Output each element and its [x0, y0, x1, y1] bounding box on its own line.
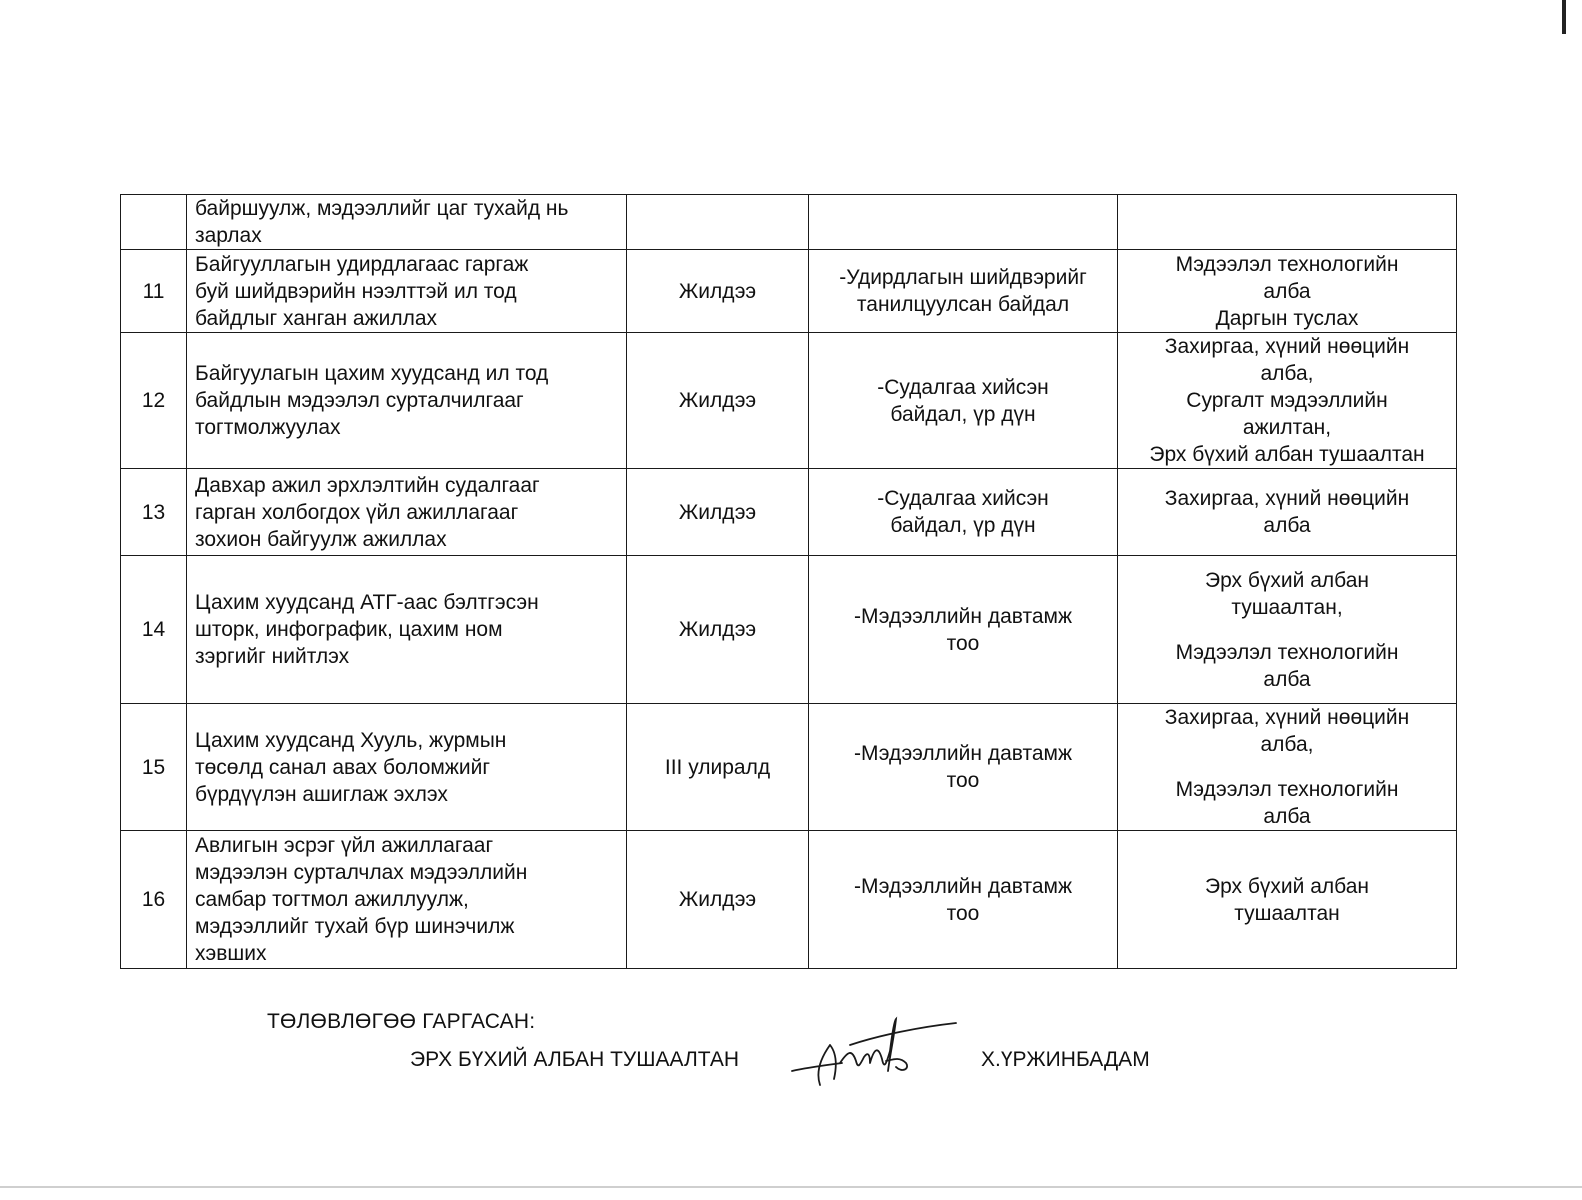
indicator-cell: [809, 556, 1118, 704]
responsible-cell-line: тушаалтан,: [1231, 595, 1343, 619]
table-row: [121, 250, 1457, 333]
activity-cell: [187, 704, 627, 831]
timeframe-cell: Жилдээ: [627, 333, 809, 469]
table-row: [121, 333, 1457, 469]
activity-cell-line: буй шийдвэрийн нээлттэй ил тод: [195, 279, 517, 303]
responsible-cell-line: Эрх бүхий албан: [1205, 568, 1369, 592]
activity-cell: [187, 333, 627, 469]
handwritten-signature: [790, 1015, 960, 1090]
table-row: [121, 195, 1457, 250]
timeframe-cell: Жилдээ: [627, 250, 809, 333]
row-number: 16: [121, 831, 187, 969]
responsible-cell-line: Эрх бүхий албан тушаалтан: [1149, 443, 1425, 466]
indicator-cell-line: -Судалгаа хийсэн: [877, 375, 1049, 399]
timeframe-cell: [627, 195, 809, 250]
indicator-cell-line: тоо: [946, 901, 980, 925]
responsible-cell-line: алба: [1263, 667, 1311, 691]
activity-cell: [187, 195, 627, 250]
row-number: 13: [121, 469, 187, 556]
indicator-cell: [809, 333, 1118, 469]
activity-cell-line: зохион байгуулж ажиллах: [195, 527, 447, 551]
row-number: [121, 195, 187, 250]
responsible-cell-line: Мэдээлэл технологийн: [1175, 640, 1399, 664]
responsible-cell-line: алба: [1263, 805, 1311, 828]
indicator-cell-line: байдал, үр дүн: [890, 514, 1036, 537]
activity-cell-line: Цахим хуудсанд АТГ-аас бэлтгэсэн: [195, 591, 539, 614]
indicator-cell-line: -Мэдээллийн давтамж: [853, 742, 1072, 765]
timeframe-cell: Жилдээ: [627, 831, 809, 969]
signatory-role: ЭРХ БҮХИЙ АЛБАН ТУШААЛТАН: [410, 1048, 740, 1071]
timeframe-cell: III улиралд: [627, 704, 809, 831]
activity-cell-line: зэргийг нийтлэх: [195, 645, 350, 668]
row-number: 12: [121, 333, 187, 469]
activity-cell: [187, 469, 627, 556]
timeframe-cell: Жилдээ: [627, 556, 809, 704]
signatory-name: Х.ҮРЖИНБАДАМ: [981, 1048, 1150, 1071]
scan-edge-mark: [1562, 0, 1566, 34]
responsible-cell-line: Мэдээлэл технологийн: [1175, 778, 1399, 801]
activity-cell-line: зарлах: [195, 224, 262, 247]
activity-cell-line: мэдээлэн сурталчлах мэдээллийн: [195, 861, 528, 884]
responsible-cell: [1118, 469, 1457, 556]
table-row: [121, 704, 1457, 831]
activity-cell-line: байршуулж, мэдээллийг цаг тухайд нь: [195, 197, 569, 220]
table-row: [121, 556, 1457, 704]
indicator-cell-line: тоо: [946, 769, 980, 792]
responsible-cell-line: Захиргаа, хүний нөөцийн: [1164, 487, 1410, 510]
responsible-cell-line: Эрх бүхий албан: [1205, 874, 1369, 898]
responsible-cell-line: алба: [1263, 514, 1311, 537]
responsible-cell: [1118, 704, 1457, 831]
activity-cell-line: бүрдүүлэн ашиглаж эхлэх: [195, 782, 448, 806]
activity-cell-line: самбар тогтмол ажиллуулж,: [195, 888, 469, 911]
responsible-cell-line: алба,: [1260, 733, 1314, 756]
responsible-cell-line: Мэдээлэл технологийн: [1175, 252, 1399, 276]
row-number: 11: [121, 250, 187, 333]
row-number: 14: [121, 556, 187, 704]
activity-cell-line: Давхар ажил эрхлэлтийн судалгааг: [195, 473, 540, 497]
indicator-cell-line: -Судалгаа хийсэн: [877, 487, 1049, 510]
plan-table-body: [121, 195, 1457, 969]
activity-cell: [187, 556, 627, 704]
plan-table: [120, 194, 1457, 969]
activity-cell-line: Авлигын эсрэг үйл ажиллагааг: [195, 834, 494, 857]
indicator-cell: [809, 831, 1118, 969]
indicator-cell: [809, 469, 1118, 556]
responsible-cell: [1118, 250, 1457, 333]
table-row: [121, 831, 1457, 969]
indicator-cell-line: тоо: [946, 631, 980, 655]
indicator-cell: [809, 195, 1118, 250]
table-row: [121, 469, 1457, 556]
responsible-cell-line: Сургалт мэдээллийн: [1186, 389, 1388, 412]
activity-cell-line: байдлын мэдээлэл сурталчилгааг: [195, 389, 524, 412]
activity-cell-line: мэдээллийг тухай бүр шинэчилж: [195, 915, 515, 938]
activity-cell-line: Байгууллагын удирдлагаас гаргаж: [195, 252, 529, 276]
row-number: 15: [121, 704, 187, 831]
activity-cell-line: тогтмолжуулах: [195, 416, 341, 439]
indicator-cell: [809, 250, 1118, 333]
responsible-cell: [1118, 556, 1457, 704]
responsible-cell-line: Даргын туслах: [1215, 306, 1359, 330]
indicator-cell-line: танилцуулсан байдал: [856, 293, 1070, 316]
prepared-by-label: ТӨЛӨВЛӨГӨӨ ГАРГАСАН:: [267, 1010, 536, 1033]
responsible-cell-line: Захиргаа, хүний нөөцийн: [1164, 335, 1410, 358]
responsible-cell: [1118, 195, 1457, 250]
responsible-cell-line: ажилтан,: [1242, 416, 1332, 439]
indicator-cell-line: -Мэдээллийн давтамж: [853, 604, 1072, 628]
responsible-cell-line: алба,: [1260, 362, 1314, 385]
activity-cell: [187, 250, 627, 333]
activity-cell-line: хэвших: [195, 942, 267, 965]
responsible-cell-line: алба: [1263, 279, 1311, 303]
responsible-cell-line: [1126, 758, 1448, 776]
activity-cell-line: байдлыг ханган ажиллах: [195, 306, 438, 330]
page-bottom-rule: [0, 1186, 1582, 1188]
timeframe-cell: Жилдээ: [627, 469, 809, 556]
indicator-cell-line: байдал, үр дүн: [890, 402, 1036, 426]
activity-cell-line: төсөлд санал авах боломжийг: [195, 755, 490, 779]
activity-cell-line: шторк, инфографик, цахим ном: [195, 618, 503, 641]
responsible-cell-line: тушаалтан: [1234, 901, 1340, 925]
activity-cell-line: гарган холбогдох үйл ажиллагааг: [195, 500, 519, 524]
activity-cell-line: Цахим хуудсанд Хууль, журмын: [195, 728, 507, 752]
indicator-cell: [809, 704, 1118, 831]
responsible-cell: [1118, 333, 1457, 469]
responsible-cell: [1118, 831, 1457, 969]
activity-cell-line: Байгуулагын цахим хуудсанд ил тод: [195, 362, 549, 385]
responsible-cell-line: [1126, 621, 1448, 639]
activity-cell: [187, 831, 627, 969]
indicator-cell-line: -Мэдээллийн давтамж: [853, 874, 1072, 898]
indicator-cell-line: -Удирдлагын шийдвэрийг: [839, 266, 1087, 289]
responsible-cell-line: Захиргаа, хүний нөөцийн: [1164, 706, 1410, 729]
